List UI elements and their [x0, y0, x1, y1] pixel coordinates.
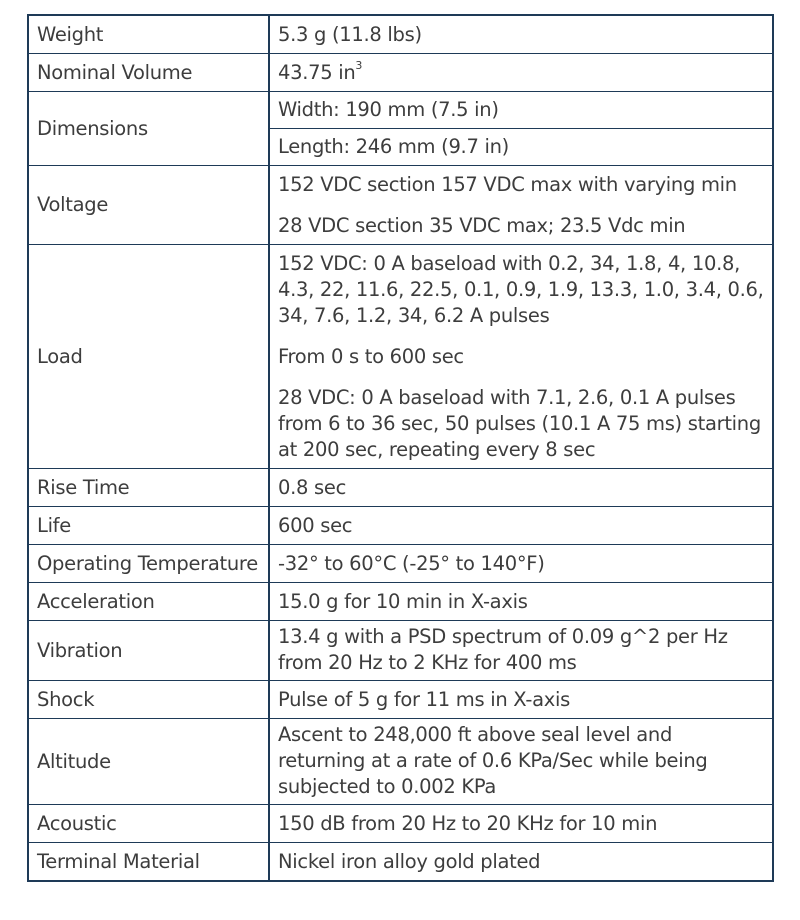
row-label: Acceleration	[28, 583, 269, 621]
table-row	[28, 545, 773, 583]
row-label: Operating Temperature	[28, 545, 269, 583]
row-label: Altitude	[28, 719, 269, 805]
row-value: 15.0 g for 10 min in X-axis	[269, 583, 773, 621]
row-label: Nominal Volume	[28, 54, 269, 92]
row-value	[269, 719, 773, 805]
row-label: Terminal Material	[28, 843, 269, 882]
spec-table	[27, 14, 774, 882]
row-value	[269, 621, 773, 681]
table-row	[28, 719, 773, 805]
value-line: 28 VDC: 0 A baseload with 7.1, 2.6, 0.1 A pulses from 6 to 36 sec, 50 pulses (10.1 A 75 ms) starting at 200 sec, repeating every 8 sec	[278, 386, 761, 461]
row-value: Nickel iron alloy gold plated	[269, 843, 773, 882]
row-value: 5.3 g (11.8 lbs)	[269, 15, 773, 54]
row-value: Width: 190 mm (7.5 in)	[269, 92, 773, 129]
table-row	[28, 583, 773, 621]
row-value: -32° to 60°C (-25° to 140°F)	[269, 545, 773, 583]
table-row	[28, 245, 773, 469]
row-label: Shock	[28, 681, 269, 719]
value-line: 152 VDC section 157 VDC max with varying min	[278, 173, 737, 196]
row-value	[269, 54, 773, 92]
value-line: 152 VDC: 0 A baseload with 0.2, 34, 1.8, 4, 10.8, 4.3, 22, 11.6, 22.5, 0.1, 0.9, 1.9, 13.3, 1.0, 3.4, 0.6, 34, 7.6, 1.2, 34, 6.2 A pulses	[278, 252, 764, 327]
row-value	[269, 166, 773, 245]
row-label: Vibration	[28, 621, 269, 681]
row-label: Life	[28, 507, 269, 545]
row-value	[269, 245, 773, 469]
value-line: From 0 s to 600 sec	[278, 345, 464, 368]
value-line: 28 VDC section 35 VDC max; 23.5 Vdc min	[278, 214, 686, 237]
table-row	[28, 681, 773, 719]
table-row	[28, 805, 773, 843]
table-row	[28, 507, 773, 545]
row-label: Rise Time	[28, 469, 269, 507]
row-label: Weight	[28, 15, 269, 54]
row-label: Load	[28, 245, 269, 469]
table-row	[28, 621, 773, 681]
value-line: 13.4 g with a PSD spectrum of 0.09 g^2 per Hz from 20 Hz to 2 KHz for 400 ms	[278, 625, 728, 674]
row-value: 150 dB from 20 Hz to 20 KHz for 10 min	[269, 805, 773, 843]
table-row	[28, 92, 773, 129]
table-row	[28, 15, 773, 54]
row-value: 600 sec	[269, 507, 773, 545]
row-value: Length: 246 mm (9.7 in)	[269, 129, 773, 166]
row-label: Voltage	[28, 166, 269, 245]
superscript: 3	[355, 59, 363, 72]
table-row	[28, 843, 773, 882]
table-row	[28, 469, 773, 507]
value-line: Ascent to 248,000 ft above seal level and returning at a rate of 0.6 KPa/Sec while being subjected to 0.002 KPa	[278, 723, 708, 798]
row-value: Pulse of 5 g for 11 ms in X-axis	[269, 681, 773, 719]
row-label: Dimensions	[28, 92, 269, 166]
table-row	[28, 54, 773, 92]
row-label: Acoustic	[28, 805, 269, 843]
value-text: 43.75 in	[278, 60, 356, 84]
table-row	[28, 166, 773, 245]
row-value: 0.8 sec	[269, 469, 773, 507]
